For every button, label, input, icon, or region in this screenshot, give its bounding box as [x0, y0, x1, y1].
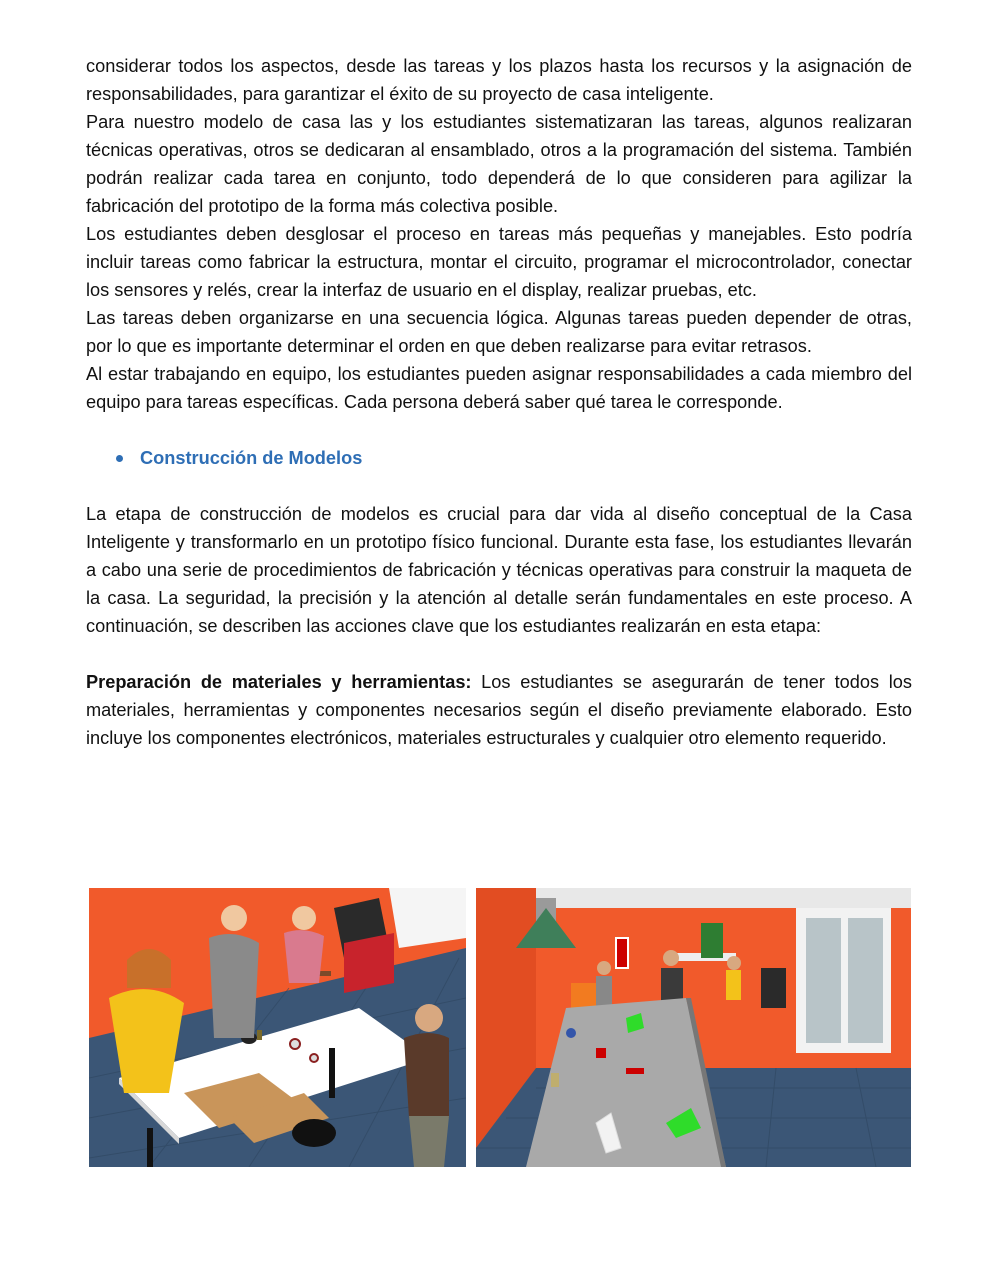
paragraph-spacer — [86, 640, 912, 668]
paragraph-materials-preparation — [86, 668, 912, 752]
section-heading-row — [86, 444, 912, 472]
paragraph-intro-continuation: considerar todos los aspectos, desde las tareas y los plazos hasta los recursos y la asignación de responsabilidades, para garantizar el éxito de su proyecto de casa inteligente. — [86, 56, 912, 104]
document-page — [86, 52, 912, 752]
paragraph-construction-intro: La etapa de construcción de modelos es crucial para dar vida al diseño conceptual de la Casa Inteligente y transformarlo en un prototipo físico funcional. Durante esta fase, los estudiantes llevarán a cabo una serie de procedimientos de fabricación y técnicas operativas para construir la maqueta de la casa. La seguridad, la precisión y la atención al detalle serán fundamentales en este proceso. A continuación, se describen las acciones clave que los estudiantes realizarán en esta etapa: — [86, 504, 912, 636]
illustrations-row — [89, 888, 911, 1167]
workshop-lab-illustration — [476, 888, 911, 1167]
bullet-icon — [116, 455, 123, 462]
classroom-table-illustration — [89, 888, 466, 1167]
paragraph-task-breakdown: Los estudiantes deben desglosar el proceso en tareas más pequeñas y manejables. Esto podría incluir tareas como fabricar la estructura, montar el circuito, programar el microcontrolador, conectar los sensores y relés, crear la interfaz de usuario en el display, realizar pruebas, etc. — [86, 224, 912, 300]
materials-preparation-title: Preparación de materiales y herramientas: — [86, 672, 472, 692]
paragraph-team-responsibilities: Al estar trabajando en equipo, los estudiantes pueden asignar responsabilidades a cada miembro del equipo para tareas específicas. Cada persona deberá saber qué tarea le corresponde. — [86, 364, 912, 412]
materials-preparation-text: Los estudiantes se asegurarán de tener todos los materiales, herramientas y componentes necesarios según el diseño previamente elaborado. Esto incluye los componentes electrónicos, materiales estructurales y cualquier otro elemento requerido. — [86, 672, 912, 748]
section-heading: Construcción de Modelos — [140, 447, 363, 468]
paragraph-task-sequence: Las tareas deben organizarse en una secuencia lógica. Algunas tareas pueden depender de otras, por lo que es importante determinar el orden en que deben realizarse para evitar retrasos. — [86, 308, 912, 356]
paragraph-task-organization: Para nuestro modelo de casa las y los estudiantes sistematizaran las tareas, algunos realizaran técnicas operativas, otros se dedicaran al ensamblado, otros a la programación del sistema. También podrán realizar cada tarea en conjunto, todo dependerá de lo que consideren para agilizar la fabricación del prototipo de la forma más colectiva posible. — [86, 112, 912, 216]
